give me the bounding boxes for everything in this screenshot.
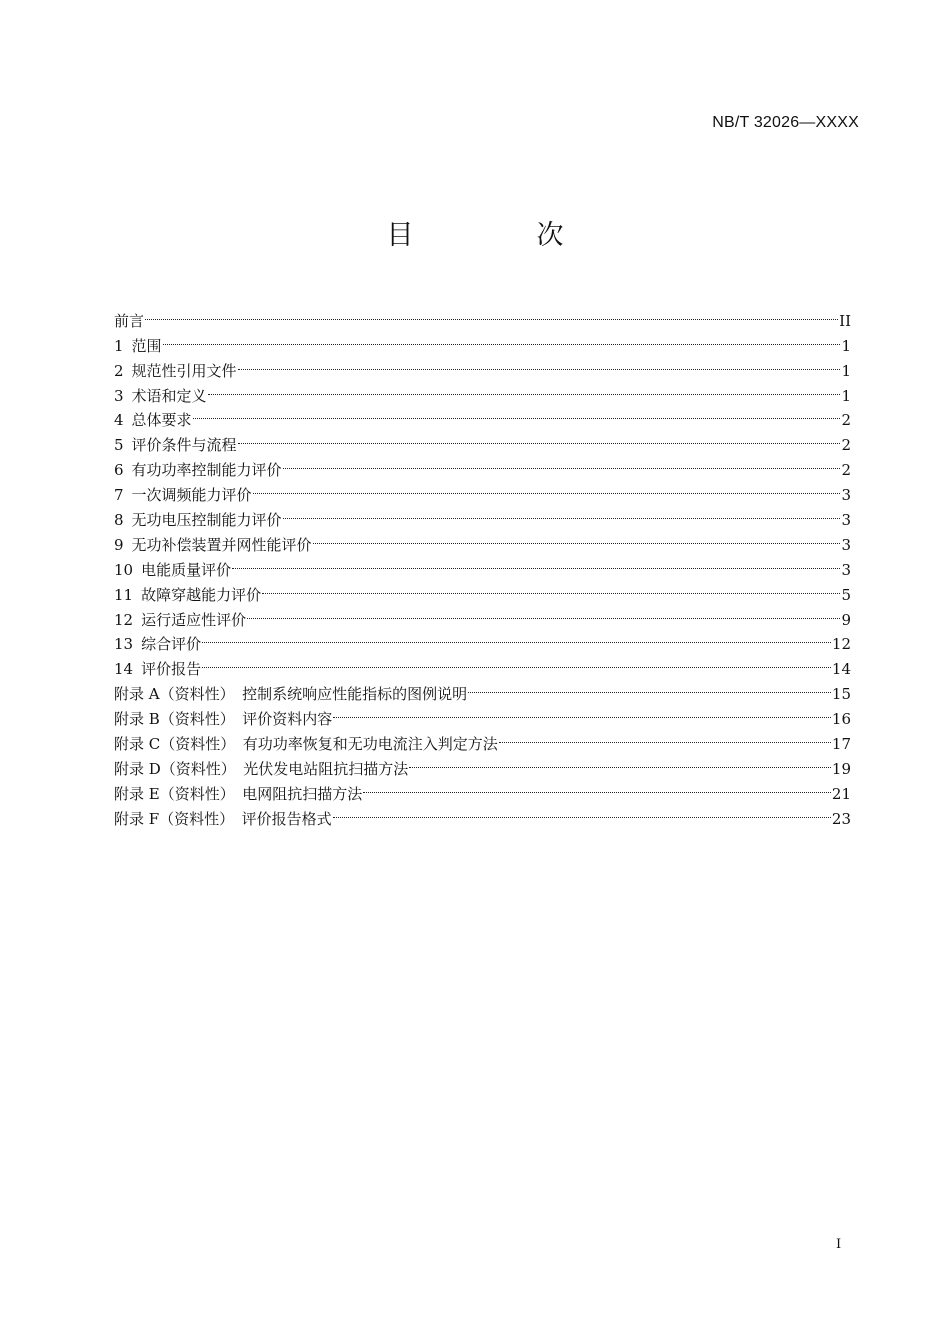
toc-entry[interactable] [114, 301, 851, 330]
toc-entry-label: 总体要求 [131, 411, 192, 430]
toc-entry-label: 附录 D（资料性） 光伏发电站阻抗扫描方法 [114, 759, 409, 778]
toc-entry-label: 故障穿越能力评价 [141, 585, 262, 604]
toc-dot-leader [145, 301, 838, 326]
toc-entry-page: 5 [841, 585, 851, 604]
toc-dot-leader [193, 401, 841, 426]
toc-entry-label: 评价条件与流程 [131, 436, 237, 455]
toc-dot-leader [247, 600, 840, 625]
toc-dot-leader [163, 326, 841, 351]
toc-entry-number: 13 [114, 635, 134, 654]
toc-dot-leader [262, 575, 840, 600]
toc-entry-page: 16 [831, 710, 851, 729]
toc-dot-leader [409, 749, 831, 774]
page-number: I [836, 1237, 842, 1252]
toc-entry-number: 2 [114, 361, 124, 380]
toc-dot-leader [333, 699, 831, 724]
toc-entry-label: 范围 [131, 336, 162, 355]
toc-dot-leader [283, 450, 841, 475]
toc-entry-number: 5 [114, 436, 124, 455]
toc-dot-leader [468, 674, 831, 699]
toc-entry-number: 1 [114, 336, 124, 355]
toc-entry-page: 3 [841, 486, 851, 505]
toc-entry-page: 15 [831, 685, 851, 704]
toc-entry-page: 3 [841, 560, 851, 579]
toc-entry-page: 14 [831, 660, 851, 679]
toc-entry-number: 4 [114, 411, 124, 430]
toc-entry-page: 21 [831, 784, 851, 803]
toc-dot-leader [313, 525, 841, 550]
toc-dot-leader [208, 376, 841, 401]
toc-entry[interactable] [114, 625, 851, 654]
toc-entry[interactable] [114, 376, 851, 405]
toc-entry-number: 10 [114, 560, 134, 579]
toc-entry-label: 规范性引用文件 [131, 361, 237, 380]
toc-entry-page: II [839, 311, 851, 330]
toc-entry-page: 3 [841, 535, 851, 554]
toc-dot-leader [202, 625, 831, 650]
toc-entry-number: 9 [114, 535, 124, 554]
toc-dot-leader [363, 774, 831, 799]
toc-entry-page: 12 [831, 635, 851, 654]
toc-entry-number: 11 [114, 585, 134, 604]
toc-entry-number: 14 [114, 660, 134, 679]
toc-entry-label: 评价报告 [141, 660, 202, 679]
toc-dot-leader [499, 724, 831, 749]
toc-entry-number: 3 [114, 386, 124, 405]
toc-entry-label: 有功功率控制能力评价 [131, 461, 282, 480]
toc-entry[interactable] [114, 326, 851, 355]
toc-entry-label: 附录 C（资料性） 有功功率恢复和无功电流注入判定方法 [114, 735, 498, 754]
toc-entry-label: 附录 E（资料性） 电网阻抗扫描方法 [114, 784, 363, 803]
toc-entry-label: 附录 F（资料性） 评价报告格式 [114, 809, 332, 828]
toc-entry-page: 1 [841, 386, 851, 405]
toc-entry-label: 附录 A（资料性） 控制系统响应性能指标的图例说明 [114, 685, 468, 704]
toc-dot-leader [333, 799, 831, 824]
toc-entry-page: 2 [841, 411, 851, 430]
toc-entry-page: 1 [841, 336, 851, 355]
toc-entry-page: 23 [831, 809, 851, 828]
toc-entry[interactable] [114, 425, 851, 455]
toc-entry-number: 12 [114, 610, 134, 629]
toc-entry-label: 综合评价 [141, 635, 202, 654]
toc-entry-label: 运行适应性评价 [141, 610, 247, 629]
toc-entry-label: 无功电压控制能力评价 [131, 511, 282, 530]
toc-entry-label: 附录 B（资料性） 评价资料内容 [114, 710, 333, 729]
toc-entry-label: 前言 [114, 311, 145, 330]
toc-entry-label: 无功补偿装置并网性能评价 [131, 535, 312, 554]
toc-dot-leader [253, 475, 841, 500]
toc-entry-page: 9 [841, 610, 851, 629]
toc-entry-page: 19 [831, 759, 851, 778]
toc-entry-label: 电能质量评价 [141, 560, 232, 579]
toc-entry[interactable] [114, 649, 851, 679]
toc-dot-leader [238, 425, 841, 450]
toc-dot-leader [232, 550, 840, 575]
toc-entry-page: 3 [841, 511, 851, 530]
document-code: NB/T 32026—XXXX [712, 114, 859, 131]
toc-entry-label: 一次调频能力评价 [131, 486, 252, 505]
toc-dot-leader [238, 351, 841, 376]
toc-entry-page: 1 [841, 361, 851, 380]
toc-entry[interactable] [114, 674, 851, 704]
toc-entry-page: 17 [831, 735, 851, 754]
toc-entry-page: 2 [841, 436, 851, 455]
toc-entry-number: 7 [114, 486, 124, 505]
table-of-contents [114, 301, 851, 828]
toc-entry[interactable] [114, 401, 851, 430]
toc-entry-page: 2 [841, 461, 851, 480]
toc-dot-leader [202, 649, 831, 674]
toc-entry-label: 术语和定义 [131, 386, 207, 405]
toc-entry[interactable] [114, 351, 851, 380]
toc-title: 目 次 [386, 220, 612, 251]
toc-entry-number: 6 [114, 461, 124, 480]
toc-dot-leader [283, 500, 841, 525]
toc-entry-number: 8 [114, 511, 124, 530]
